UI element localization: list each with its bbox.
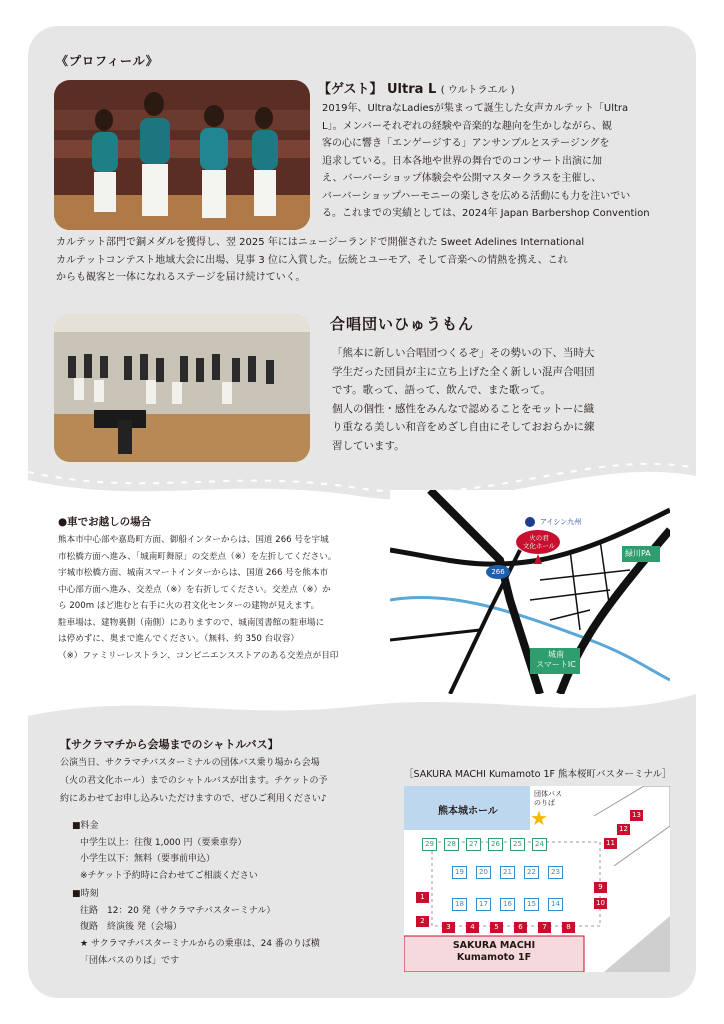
- bus-stop-6: 6: [514, 922, 527, 933]
- text-line: 2019年、UltraなLadiesが集まって誕生した女声カルテット「Ultra: [322, 103, 629, 114]
- route-266-label: 266: [491, 568, 505, 576]
- text-line: SAKURA MACHI: [452, 940, 536, 951]
- text-line: 小学生以下：無料（要事前申込）: [80, 854, 216, 864]
- text-line: ★ サクラマチバスターミナルからの乗車は、24 番のりば横: [80, 939, 320, 949]
- bus-stop-20: 20: [476, 866, 491, 879]
- text-line: え、バーバーショップ体験会や公開マスタークラスを主催し、: [322, 173, 602, 184]
- bus-intro: [60, 754, 380, 808]
- text-line: です。歌って、語って、飲んで、また歌って。: [332, 384, 551, 396]
- guest-text-narrow: [322, 100, 670, 223]
- floor-label: [404, 940, 584, 964]
- text-line: 客の心に響き「エンゲージする」アンサンブルとステージングを: [322, 138, 610, 149]
- aeon-label: アイシン九州: [540, 518, 582, 526]
- bus-stop-8: 8: [562, 922, 575, 933]
- text-line: （火の君文化ホール）までのシャトルバスが出ます。チケットの予: [60, 776, 328, 786]
- text-line: 追求している。日本各地や世界の舞台でのコンサート出演に加: [322, 155, 602, 167]
- profile-heading: 《プロフィール》: [56, 54, 159, 68]
- text-line: 宇城市松橋方面、城南スマートインターからは、国道 266 号を熊本市: [58, 568, 329, 578]
- text-line: 中心部方面へ進み、交差点（※）を右折してください。交差点（※）か: [58, 584, 331, 595]
- terminal-map: [404, 786, 670, 972]
- time-heading: ■時刻: [72, 889, 99, 899]
- bus-stop-17: 17: [476, 898, 491, 911]
- bus-time: [72, 886, 372, 936]
- text-line: （※）ファミリーレストラン、コンビニエンスストアのある交差点が目印: [58, 650, 339, 661]
- bus-stop-29: 29: [422, 838, 437, 851]
- text-line: 公演当日、サクラマチバスターミナルの団体バス乗り場から会場: [60, 758, 320, 768]
- text-line: は停めずに、奥まで進んでください。（無料、約 350 台収容）: [58, 634, 300, 644]
- bus-stop-13: 13: [630, 810, 643, 821]
- bus-stop-3: 3: [442, 922, 455, 933]
- text-line: 往路 12：20 発（サクラマチバスターミナル）: [80, 905, 276, 916]
- bus-stop-5: 5: [490, 922, 503, 933]
- text-line: 「団体バスのりば」です: [80, 955, 180, 966]
- text-line: のりば: [534, 799, 555, 807]
- bus-stop-23: 23: [548, 866, 563, 879]
- ultra-l-photo: [54, 80, 310, 230]
- text-line: 熊本市中心部や嘉島町方面、御船インターからは、国道 266 号を宇城: [58, 535, 329, 545]
- group-bus-label: [534, 790, 562, 808]
- text-line: り重なる美しい和音をめざし自由にそしておおらかに練: [332, 421, 595, 433]
- area-map: [390, 490, 670, 694]
- bus-stop-27: 27: [466, 838, 481, 851]
- bus-stop-18: 18: [452, 898, 467, 911]
- text-line: 駐車場は、建物裏側（南側）にありますので、城南図書館の駐車場に: [58, 617, 325, 628]
- bus-stop-1: 1: [416, 892, 429, 903]
- guest-title: [318, 78, 515, 97]
- text-line: からも観客と一体になれるステージを届け続けていく。: [56, 272, 306, 283]
- text-line: ※チケット予約時に合わせてご相談ください: [80, 870, 258, 881]
- choir-title: 合唱団いひゅうもん: [330, 315, 475, 333]
- bus-stop-26: 26: [488, 838, 503, 851]
- car-heading: ●車でお越しの場合: [58, 516, 152, 528]
- guest-reading: ( ウルトラエル ): [440, 85, 515, 96]
- text-line: 文化ホール: [522, 542, 556, 550]
- text-line: 約にあわせてお申し込みいただけますので、ぜひご利用ください♪: [60, 794, 327, 804]
- fee-heading: ■料金: [72, 821, 99, 831]
- bus-stop-2: 2: [416, 916, 429, 927]
- text-line: スマートIC: [536, 660, 576, 669]
- bus-stop-22: 22: [524, 866, 539, 879]
- bus-fee: [72, 818, 372, 884]
- text-line: 学生だった団員が主に立ち上げた全く新しい混声合唱団: [332, 365, 595, 378]
- guest-name: 【ゲスト】 Ultra L: [318, 82, 437, 97]
- star-icon: ★: [530, 806, 548, 830]
- bus-stop-10: 10: [594, 898, 607, 909]
- bus-stop-21: 21: [500, 866, 515, 879]
- text-line: る。これまでの実績としては、2024年 Japan Barbershop Convention: [322, 208, 650, 219]
- text-line: 団体バス: [534, 790, 562, 798]
- bus-stop-28: 28: [444, 838, 459, 851]
- text-line: バーバーショップハーモニーの楽しさを広める活動にも力を注いでい: [322, 190, 631, 202]
- bus-stop-24: 24: [532, 838, 547, 851]
- terminal-map-title: ［SAKURA MACHI Kumamoto 1F 熊本桜町バスターミナル］: [404, 769, 672, 780]
- text-line: カルテット部門で銅メダルを獲得し、翌 2025 年にはニュージーランドで開催された Sweet Adelines International: [56, 237, 585, 248]
- text-line: Kumamoto 1F: [456, 952, 532, 963]
- bus-heading: 【サクラマチから会場までのシャトルバス】: [60, 738, 279, 751]
- text-line: 市松橋方面へ進み、「城南町舞原」の交差点（※）を左折してください。: [58, 551, 337, 562]
- text-line: L」。メンバーそれぞれの経験や音楽的な趣向を生かしながら、観: [322, 120, 612, 132]
- bus-stop-25: 25: [510, 838, 525, 851]
- bus-stop-16: 16: [500, 898, 515, 911]
- bus-stop-12: 12: [617, 824, 630, 835]
- guest-text-wide: [56, 234, 672, 287]
- text-line: カルテットコンテスト地域大会に出場、見事 3 位に入賞した。伝統とユーモア、そして音楽への情熱を携え、これ: [56, 254, 568, 266]
- bus-stop-4: 4: [466, 922, 479, 933]
- bus-stop-19: 19: [452, 866, 467, 879]
- bus-stop-14: 14: [548, 898, 563, 911]
- midorikawa-pa-label: 緑川PA: [625, 549, 651, 558]
- bus-stop-15: 15: [524, 898, 539, 911]
- castle-hall-label: 熊本城ホール: [438, 806, 498, 817]
- bus-stop-11: 11: [604, 838, 617, 849]
- text-line: 中学生以上：往復 1,000 円（要乗車券）: [80, 837, 247, 848]
- jonan-ic-label: [531, 650, 581, 670]
- car-text: [58, 532, 380, 664]
- text-line: 習しています。: [332, 439, 405, 452]
- text-line: 城南: [548, 650, 564, 659]
- text-line: 火の君: [529, 534, 549, 542]
- bus-stop-9: 9: [594, 882, 607, 893]
- bus-note: [80, 936, 380, 969]
- text-line: 個人の個性・感性をみんなで認めることをモットーに織: [332, 402, 595, 415]
- text-line: ら 200m ほど進むと右手に火の君文化センターの建物が見えます。: [58, 601, 320, 611]
- hall-label: [520, 534, 558, 550]
- bus-stop-7: 7: [538, 922, 551, 933]
- text-line: 「熊本に新しい合唱団つくるぞ」その勢いの下、当時大: [332, 347, 595, 359]
- text-line: 復路 終演後 発（会場）: [80, 922, 182, 932]
